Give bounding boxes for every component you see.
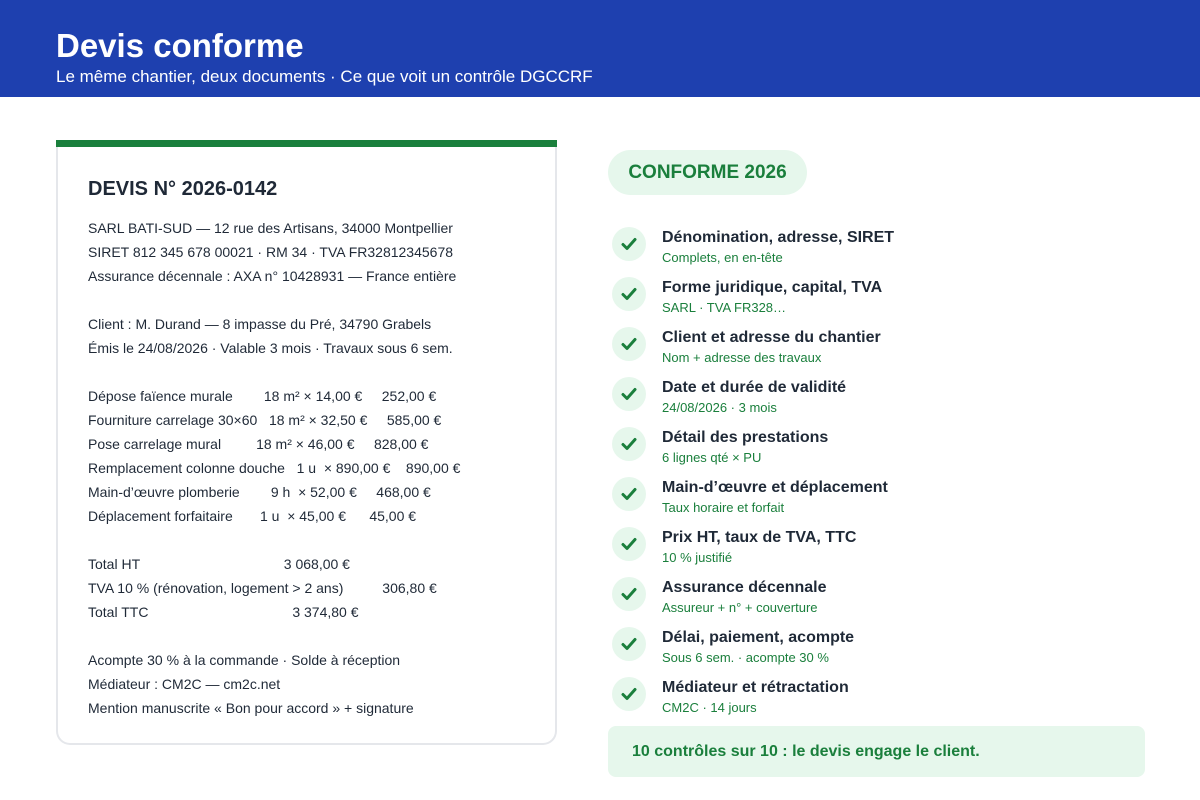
checklist-item-detail: Complets, en en-tête [662,250,783,265]
checklist-item [612,425,1172,475]
check-icon [612,527,646,561]
conformity-badge: CONFORME 2026 [608,150,807,195]
page-title: Devis conforme [56,27,304,64]
checklist-item-title: Assurance décennale [662,579,827,596]
checklist-item [612,225,1172,275]
checklist-item-detail: Sous 6 sem. · acompte 30 % [662,650,829,665]
devis-line: Déplacement forfaitaire 1 u × 45,00 € 45,00 € [88,508,417,524]
devis-line: Pose carrelage mural 18 m² × 46,00 € 828,00 € [88,436,429,452]
devis-line [88,528,460,552]
devis-line: Client : M. Durand — 8 impasse du Pré, 34790 Grabels [88,316,432,332]
devis-line [88,624,460,648]
devis-line: Émis le 24/08/2026 · Valable 3 mois · Travaux sous 6 sem. [88,340,453,356]
checklist-item-title: Délai, paiement, acompte [662,629,855,646]
checklist-item [612,475,1172,525]
devis-line: Mention manuscrite « Bon pour accord » + signature [88,700,414,716]
checklist-item [612,275,1172,325]
check-icon [612,377,646,411]
devis-lines [88,216,460,720]
checklist-item [612,375,1172,425]
checklist-item-detail: 6 lignes qté × PU [662,450,762,465]
page-header [0,0,1200,97]
checklist-item [612,575,1172,625]
devis-document [56,140,557,745]
devis-line: Fourniture carrelage 30×60 18 m² × 32,50 € 585,00 € [88,412,442,428]
checklist-item-title: Détail des prestations [662,429,829,446]
checklist-item-detail: 24/08/2026 · 3 mois [662,400,777,415]
checklist-item-detail: SARL · TVA FR328… [662,300,787,315]
checklist-item [612,625,1172,675]
summary-banner: 10 contrôles sur 10 : le devis engage le client. [608,726,1145,777]
checklist-item [612,325,1172,375]
checklist-item-title: Dénomination, adresse, SIRET [662,229,895,246]
checklist-item-title: Date et durée de validité [662,379,847,396]
checklist-item [612,675,1172,725]
devis-line: Dépose faïence murale 18 m² × 14,00 € 252,00 € [88,388,437,404]
document-accent-bar [56,140,557,147]
checklist-item-title: Client et adresse du chantier [662,329,881,346]
check-icon [612,427,646,461]
check-icon [612,677,646,711]
checklist-item [612,525,1172,575]
devis-line: Total HT 3 068,00 € [88,556,350,572]
checklist-item-detail: Nom + adresse des travaux [662,350,822,365]
checklist-item-title: Médiateur et rétractation [662,679,849,696]
check-icon [612,477,646,511]
check-icon [612,577,646,611]
checklist-item-detail: Taux horaire et forfait [662,500,785,515]
devis-line: Médiateur : CM2C — cm2c.net [88,676,281,692]
devis-line: Main-d’œuvre plomberie 9 h × 52,00 € 468,00 € [88,484,431,500]
check-icon [612,227,646,261]
checklist-item-title: Forme juridique, capital, TVA [662,279,883,296]
devis-line: Total TTC 3 374,80 € [88,604,359,620]
devis-line [88,360,460,384]
devis-line: Acompte 30 % à la commande · Solde à réception [88,652,401,668]
check-icon [612,627,646,661]
devis-line: Assurance décennale : AXA n° 10428931 — France entière [88,268,457,284]
checklist-item-detail: 10 % justifié [662,550,733,565]
page-subtitle: Le même chantier, deux documents · Ce que voit un contrôle DGCCRF [56,67,593,86]
checklist-item-title: Prix HT, taux de TVA, TTC [662,529,857,546]
checklist-item-detail: Assureur + n° + couverture [662,600,818,615]
devis-line: SIRET 812 345 678 00021 · RM 34 · TVA FR32812345678 [88,244,454,260]
devis-line: SARL BATI-SUD — 12 rue des Artisans, 34000 Montpellier [88,220,453,236]
devis-title: DEVIS N° 2026-0142 [88,178,278,200]
devis-line: TVA 10 % (rénovation, logement > 2 ans) 306,80 € [88,580,437,596]
devis-line [88,288,460,312]
check-icon [612,327,646,361]
devis-line: Remplacement colonne douche 1 u × 890,00 € 890,00 € [88,460,461,476]
checklist-item-detail: CM2C · 14 jours [662,700,757,715]
checklist-item-title: Main-d’œuvre et déplacement [662,479,888,496]
check-icon [612,277,646,311]
checklist [612,225,1172,725]
